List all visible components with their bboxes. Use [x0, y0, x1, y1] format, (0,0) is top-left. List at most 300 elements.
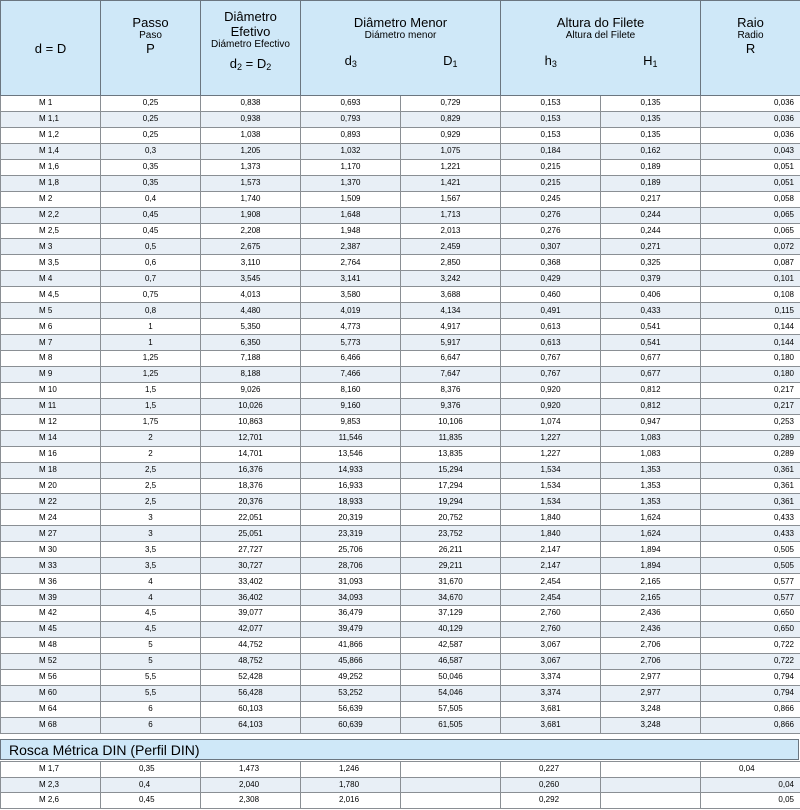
cell-h3: 1,074 — [501, 414, 601, 430]
cell-radius: 0,217 — [701, 398, 800, 414]
cell-d3: 16,933 — [301, 478, 401, 494]
cell-D1: 4,917 — [401, 319, 501, 335]
table-row — [1, 494, 800, 510]
cell-effective-diameter: 10,026 — [201, 398, 301, 414]
cell-radius: 0,04 — [701, 762, 800, 778]
cell-pitch: 0,5 — [101, 239, 201, 255]
cell-effective-diameter: 7,188 — [201, 351, 301, 367]
cell-radius: 0,043 — [701, 143, 800, 159]
cell-radius: 0,361 — [701, 494, 800, 510]
cell-nominal: M 27 — [1, 526, 101, 542]
cell-nominal: M 18 — [1, 462, 101, 478]
cell-radius: 0,289 — [701, 446, 800, 462]
cell-pitch: 3,5 — [101, 542, 201, 558]
table-row — [1, 335, 800, 351]
table-row — [1, 701, 800, 717]
cell-D1: 15,294 — [401, 462, 501, 478]
cell-nominal: M 5 — [1, 303, 101, 319]
table-row — [1, 143, 800, 159]
cell-d3: 1,170 — [301, 159, 401, 175]
table-row — [1, 762, 800, 778]
cell-h3: 0,613 — [501, 335, 601, 351]
cell-H1: 0,812 — [601, 398, 701, 414]
cell-pitch: 1,75 — [101, 414, 201, 430]
table-row — [1, 462, 800, 478]
cell-nominal: M 14 — [1, 430, 101, 446]
cell-H1: 0,433 — [601, 303, 701, 319]
table-row — [1, 717, 800, 733]
cell-h3: 2,454 — [501, 574, 601, 590]
cell-D1: 6,647 — [401, 351, 501, 367]
header-effective-diameter: Diâmetro Efetivo Diámetro Efectivo d2 = D2 — [201, 1, 301, 96]
cell-D1: 29,211 — [401, 558, 501, 574]
cell-radius: 0,036 — [701, 127, 800, 143]
cell-effective-diameter: 1,205 — [201, 143, 301, 159]
cell-D1: 1,713 — [401, 207, 501, 223]
cell-h3: 1,534 — [501, 494, 601, 510]
cell-effective-diameter: 2,040 — [201, 777, 301, 793]
cell-d3: 1,370 — [301, 175, 401, 191]
cell-pitch: 0,35 — [101, 762, 201, 778]
cell-nominal: M 3,5 — [1, 255, 101, 271]
cell-radius: 0,650 — [701, 621, 800, 637]
cell-h3: 3,067 — [501, 637, 601, 653]
cell-h3: 0,920 — [501, 382, 601, 398]
cell-D1: 31,670 — [401, 574, 501, 590]
cell-h3: 0,767 — [501, 351, 601, 367]
cell-h3: 0,767 — [501, 366, 601, 382]
cell-D1: 2,850 — [401, 255, 501, 271]
cell-D1: 11,835 — [401, 430, 501, 446]
cell-pitch: 5 — [101, 637, 201, 653]
cell-H1: 1,624 — [601, 510, 701, 526]
cell-effective-diameter: 56,428 — [201, 685, 301, 701]
cell-effective-diameter: 2,308 — [201, 793, 301, 809]
cell-D1: 1,421 — [401, 175, 501, 191]
cell-h3: 0,920 — [501, 398, 601, 414]
cell-effective-diameter: 10,863 — [201, 414, 301, 430]
cell-nominal: M 3 — [1, 239, 101, 255]
cell-nominal: M 56 — [1, 669, 101, 685]
table-row — [1, 239, 800, 255]
cell-d3: 1,648 — [301, 207, 401, 223]
cell-d3: 9,160 — [301, 398, 401, 414]
cell-d3: 31,093 — [301, 574, 401, 590]
cell-D1: 42,587 — [401, 637, 501, 653]
cell-h3: 0,227 — [501, 762, 601, 778]
cell-h3: 3,681 — [501, 701, 601, 717]
cell-effective-diameter: 39,077 — [201, 606, 301, 622]
cell-h3: 1,534 — [501, 478, 601, 494]
cell-radius: 0,101 — [701, 271, 800, 287]
cell-h3: 1,227 — [501, 430, 601, 446]
table-row — [1, 590, 800, 606]
table-row — [1, 207, 800, 223]
table-row — [1, 653, 800, 669]
cell-H1 — [601, 777, 701, 793]
cell-H1: 0,677 — [601, 366, 701, 382]
cell-effective-diameter: 1,373 — [201, 159, 301, 175]
cell-h3: 0,307 — [501, 239, 601, 255]
cell-radius: 0,361 — [701, 478, 800, 494]
table-row — [1, 271, 800, 287]
cell-pitch: 4,5 — [101, 606, 201, 622]
cell-H1: 1,894 — [601, 542, 701, 558]
cell-d3: 14,933 — [301, 462, 401, 478]
cell-d3: 39,479 — [301, 621, 401, 637]
cell-h3: 0,292 — [501, 793, 601, 809]
table-row — [1, 191, 800, 207]
cell-h3: 1,227 — [501, 446, 601, 462]
cell-pitch: 0,25 — [101, 111, 201, 127]
cell-H1: 1,894 — [601, 558, 701, 574]
cell-pitch: 0,25 — [101, 127, 201, 143]
cell-pitch: 5,5 — [101, 685, 201, 701]
cell-pitch: 0,45 — [101, 793, 201, 809]
cell-pitch: 1,25 — [101, 366, 201, 382]
cell-h3: 0,429 — [501, 271, 601, 287]
cell-D1: 40,129 — [401, 621, 501, 637]
cell-H1: 2,977 — [601, 685, 701, 701]
table-row — [1, 96, 800, 112]
table-row — [1, 669, 800, 685]
cell-h3: 1,840 — [501, 526, 601, 542]
header-pitch: Passo Paso P — [101, 1, 201, 96]
cell-d3: 9,853 — [301, 414, 401, 430]
cell-H1: 1,353 — [601, 494, 701, 510]
cell-nominal: M 60 — [1, 685, 101, 701]
cell-effective-diameter: 4,013 — [201, 287, 301, 303]
cell-radius: 0,144 — [701, 335, 800, 351]
table-row — [1, 159, 800, 175]
cell-effective-diameter: 16,376 — [201, 462, 301, 478]
cell-nominal: M 1,4 — [1, 143, 101, 159]
cell-d3: 25,706 — [301, 542, 401, 558]
cell-nominal: M 10 — [1, 382, 101, 398]
cell-effective-diameter: 3,110 — [201, 255, 301, 271]
cell-h3: 0,368 — [501, 255, 601, 271]
cell-nominal: M 42 — [1, 606, 101, 622]
cell-nominal: M 22 — [1, 494, 101, 510]
cell-D1: 0,829 — [401, 111, 501, 127]
cell-nominal: M 39 — [1, 590, 101, 606]
cell-d3: 1,509 — [301, 191, 401, 207]
cell-H1: 2,977 — [601, 669, 701, 685]
cell-nominal: M 1,6 — [1, 159, 101, 175]
cell-radius: 0,433 — [701, 526, 800, 542]
cell-nominal: M 52 — [1, 653, 101, 669]
cell-nominal: M 24 — [1, 510, 101, 526]
cell-radius: 0,04 — [701, 777, 800, 793]
cell-H1: 1,083 — [601, 446, 701, 462]
cell-d3: 5,773 — [301, 335, 401, 351]
cell-H1: 1,083 — [601, 430, 701, 446]
cell-pitch: 6 — [101, 701, 201, 717]
cell-d3: 34,093 — [301, 590, 401, 606]
cell-nominal: M 33 — [1, 558, 101, 574]
cell-effective-diameter: 42,077 — [201, 621, 301, 637]
cell-D1: 34,670 — [401, 590, 501, 606]
cell-radius: 0,065 — [701, 207, 800, 223]
cell-pitch: 5,5 — [101, 669, 201, 685]
cell-nominal: M 64 — [1, 701, 101, 717]
cell-nominal: M 68 — [1, 717, 101, 733]
cell-radius: 0,036 — [701, 96, 800, 112]
cell-effective-diameter: 0,938 — [201, 111, 301, 127]
cell-radius: 0,180 — [701, 366, 800, 382]
cell-pitch: 0,6 — [101, 255, 201, 271]
cell-H1: 3,248 — [601, 717, 701, 733]
cell-nominal: M 4 — [1, 271, 101, 287]
cell-radius: 0,866 — [701, 701, 800, 717]
cell-H1: 1,353 — [601, 462, 701, 478]
cell-effective-diameter: 1,573 — [201, 175, 301, 191]
cell-effective-diameter: 4,480 — [201, 303, 301, 319]
cell-h3: 2,454 — [501, 590, 601, 606]
cell-effective-diameter: 25,051 — [201, 526, 301, 542]
cell-nominal: M 20 — [1, 478, 101, 494]
cell-effective-diameter: 14,701 — [201, 446, 301, 462]
cell-effective-diameter: 44,752 — [201, 637, 301, 653]
cell-effective-diameter: 12,701 — [201, 430, 301, 446]
cell-D1: 26,211 — [401, 542, 501, 558]
cell-effective-diameter: 30,727 — [201, 558, 301, 574]
cell-H1: 2,706 — [601, 653, 701, 669]
cell-pitch: 0,3 — [101, 143, 201, 159]
cell-H1: 0,271 — [601, 239, 701, 255]
cell-D1: 17,294 — [401, 478, 501, 494]
cell-d3: 49,252 — [301, 669, 401, 685]
cell-effective-diameter: 52,428 — [201, 669, 301, 685]
cell-d3: 11,546 — [301, 430, 401, 446]
table-row — [1, 526, 800, 542]
cell-H1: 0,189 — [601, 175, 701, 191]
cell-pitch: 4 — [101, 590, 201, 606]
cell-H1: 1,624 — [601, 526, 701, 542]
cell-radius: 0,433 — [701, 510, 800, 526]
cell-H1: 0,135 — [601, 111, 701, 127]
cell-radius: 0,108 — [701, 287, 800, 303]
cell-nominal: M 2,6 — [1, 793, 101, 809]
cell-nominal: M 1 — [1, 96, 101, 112]
cell-pitch: 0,35 — [101, 159, 201, 175]
cell-d3: 1,948 — [301, 223, 401, 239]
cell-d3: 2,764 — [301, 255, 401, 271]
cell-nominal: M 6 — [1, 319, 101, 335]
cell-D1: 5,917 — [401, 335, 501, 351]
cell-h3: 0,276 — [501, 223, 601, 239]
header-minor-diameter: Diâmetro Menor Diámetro menor d3 D1 — [301, 1, 501, 96]
cell-H1: 2,165 — [601, 590, 701, 606]
table-row — [1, 621, 800, 637]
cell-d3: 41,866 — [301, 637, 401, 653]
cell-d3: 7,466 — [301, 366, 401, 382]
table-row — [1, 478, 800, 494]
cell-pitch: 0,45 — [101, 207, 201, 223]
cell-D1: 2,459 — [401, 239, 501, 255]
cell-H1: 1,353 — [601, 478, 701, 494]
cell-effective-diameter: 8,188 — [201, 366, 301, 382]
cell-d3: 2,016 — [301, 793, 401, 809]
cell-nominal: M 4,5 — [1, 287, 101, 303]
cell-nominal: M 7 — [1, 335, 101, 351]
table-row — [1, 574, 800, 590]
cell-d3: 53,252 — [301, 685, 401, 701]
cell-D1: 4,134 — [401, 303, 501, 319]
cell-d3: 60,639 — [301, 717, 401, 733]
cell-radius: 0,577 — [701, 590, 800, 606]
cell-h3: 0,613 — [501, 319, 601, 335]
cell-d3: 13,546 — [301, 446, 401, 462]
cell-H1 — [601, 793, 701, 809]
header-thread-height: Altura do Filete Altura del Filete h3 H1 — [501, 1, 701, 96]
cell-effective-diameter: 0,838 — [201, 96, 301, 112]
cell-D1: 50,046 — [401, 669, 501, 685]
header-h3: h3 — [544, 53, 557, 69]
cell-effective-diameter: 60,103 — [201, 701, 301, 717]
cell-nominal: M 2,5 — [1, 223, 101, 239]
cell-pitch: 0,4 — [101, 191, 201, 207]
cell-radius: 0,722 — [701, 637, 800, 653]
cell-d3: 45,866 — [301, 653, 401, 669]
cell-effective-diameter: 36,402 — [201, 590, 301, 606]
cell-D1: 0,729 — [401, 96, 501, 112]
cell-pitch: 1,25 — [101, 351, 201, 367]
cell-D1: 10,106 — [401, 414, 501, 430]
cell-h3: 0,460 — [501, 287, 601, 303]
cell-D1: 8,376 — [401, 382, 501, 398]
cell-H1: 0,541 — [601, 319, 701, 335]
cell-nominal: M 2,2 — [1, 207, 101, 223]
cell-D1: 54,046 — [401, 685, 501, 701]
cell-radius: 0,289 — [701, 430, 800, 446]
cell-h3: 0,215 — [501, 159, 601, 175]
table-row — [1, 223, 800, 239]
cell-nominal: M 2 — [1, 191, 101, 207]
cell-H1: 0,162 — [601, 143, 701, 159]
header-radius: Raio Radio R — [701, 1, 800, 96]
cell-H1: 0,189 — [601, 159, 701, 175]
cell-d3: 20,319 — [301, 510, 401, 526]
cell-effective-diameter: 22,051 — [201, 510, 301, 526]
table-row — [1, 287, 800, 303]
cell-pitch: 5 — [101, 653, 201, 669]
table-row — [1, 685, 800, 701]
cell-pitch: 4,5 — [101, 621, 201, 637]
cell-effective-diameter: 64,103 — [201, 717, 301, 733]
cell-D1: 19,294 — [401, 494, 501, 510]
cell-D1: 3,688 — [401, 287, 501, 303]
cell-effective-diameter: 1,740 — [201, 191, 301, 207]
cell-radius: 0,058 — [701, 191, 800, 207]
table-row — [1, 414, 800, 430]
cell-radius: 0,253 — [701, 414, 800, 430]
table-row — [1, 637, 800, 653]
cell-effective-diameter: 3,545 — [201, 271, 301, 287]
cell-effective-diameter: 1,038 — [201, 127, 301, 143]
cell-radius: 0,866 — [701, 717, 800, 733]
cell-pitch: 0,8 — [101, 303, 201, 319]
cell-h3: 0,215 — [501, 175, 601, 191]
cell-H1: 0,135 — [601, 127, 701, 143]
cell-h3: 0,245 — [501, 191, 601, 207]
cell-d3: 4,773 — [301, 319, 401, 335]
cell-d3: 36,479 — [301, 606, 401, 622]
cell-D1 — [401, 762, 501, 778]
cell-h3: 2,147 — [501, 542, 601, 558]
cell-pitch: 2 — [101, 446, 201, 462]
cell-pitch: 0,75 — [101, 287, 201, 303]
cell-H1: 0,217 — [601, 191, 701, 207]
cell-radius: 0,180 — [701, 351, 800, 367]
cell-radius: 0,065 — [701, 223, 800, 239]
cell-nominal: M 1,8 — [1, 175, 101, 191]
table-row — [1, 366, 800, 382]
cell-pitch: 6 — [101, 717, 201, 733]
cell-h3: 3,374 — [501, 669, 601, 685]
cell-nominal: M 12 — [1, 414, 101, 430]
cell-pitch: 1 — [101, 319, 201, 335]
header-d3: d3 — [344, 53, 357, 69]
cell-D1: 7,647 — [401, 366, 501, 382]
cell-radius: 0,361 — [701, 462, 800, 478]
cell-h3: 2,147 — [501, 558, 601, 574]
cell-nominal: M 9 — [1, 366, 101, 382]
cell-effective-diameter: 5,350 — [201, 319, 301, 335]
cell-pitch: 2 — [101, 430, 201, 446]
cell-H1: 0,135 — [601, 96, 701, 112]
cell-H1: 0,325 — [601, 255, 701, 271]
table-row — [1, 255, 800, 271]
cell-nominal: M 1,1 — [1, 111, 101, 127]
table-row — [1, 446, 800, 462]
cell-h3: 1,840 — [501, 510, 601, 526]
cell-nominal: M 30 — [1, 542, 101, 558]
cell-H1: 0,812 — [601, 382, 701, 398]
cell-radius: 0,794 — [701, 685, 800, 701]
cell-H1: 0,244 — [601, 223, 701, 239]
cell-h3: 0,153 — [501, 127, 601, 143]
cell-D1: 1,075 — [401, 143, 501, 159]
table-row — [1, 127, 800, 143]
cell-effective-diameter: 27,727 — [201, 542, 301, 558]
cell-d3: 1,246 — [301, 762, 401, 778]
cell-nominal: M 8 — [1, 351, 101, 367]
cell-effective-diameter: 6,350 — [201, 335, 301, 351]
cell-d3: 6,466 — [301, 351, 401, 367]
cell-h3: 0,491 — [501, 303, 601, 319]
cell-effective-diameter: 1,473 — [201, 762, 301, 778]
cell-nominal: M 45 — [1, 621, 101, 637]
cell-pitch: 1,5 — [101, 398, 201, 414]
cell-radius: 0,087 — [701, 255, 800, 271]
cell-pitch: 0,7 — [101, 271, 201, 287]
cell-H1: 2,436 — [601, 621, 701, 637]
cell-H1 — [601, 762, 701, 778]
cell-d3: 18,933 — [301, 494, 401, 510]
table-row — [1, 382, 800, 398]
table-row — [1, 558, 800, 574]
table-row — [1, 319, 800, 335]
cell-h3: 0,184 — [501, 143, 601, 159]
cell-D1: 13,835 — [401, 446, 501, 462]
cell-radius: 0,144 — [701, 319, 800, 335]
cell-d3: 0,693 — [301, 96, 401, 112]
table-row — [1, 777, 800, 793]
cell-d3: 3,580 — [301, 287, 401, 303]
cell-nominal: M 1,2 — [1, 127, 101, 143]
din-thread-table — [0, 761, 800, 809]
